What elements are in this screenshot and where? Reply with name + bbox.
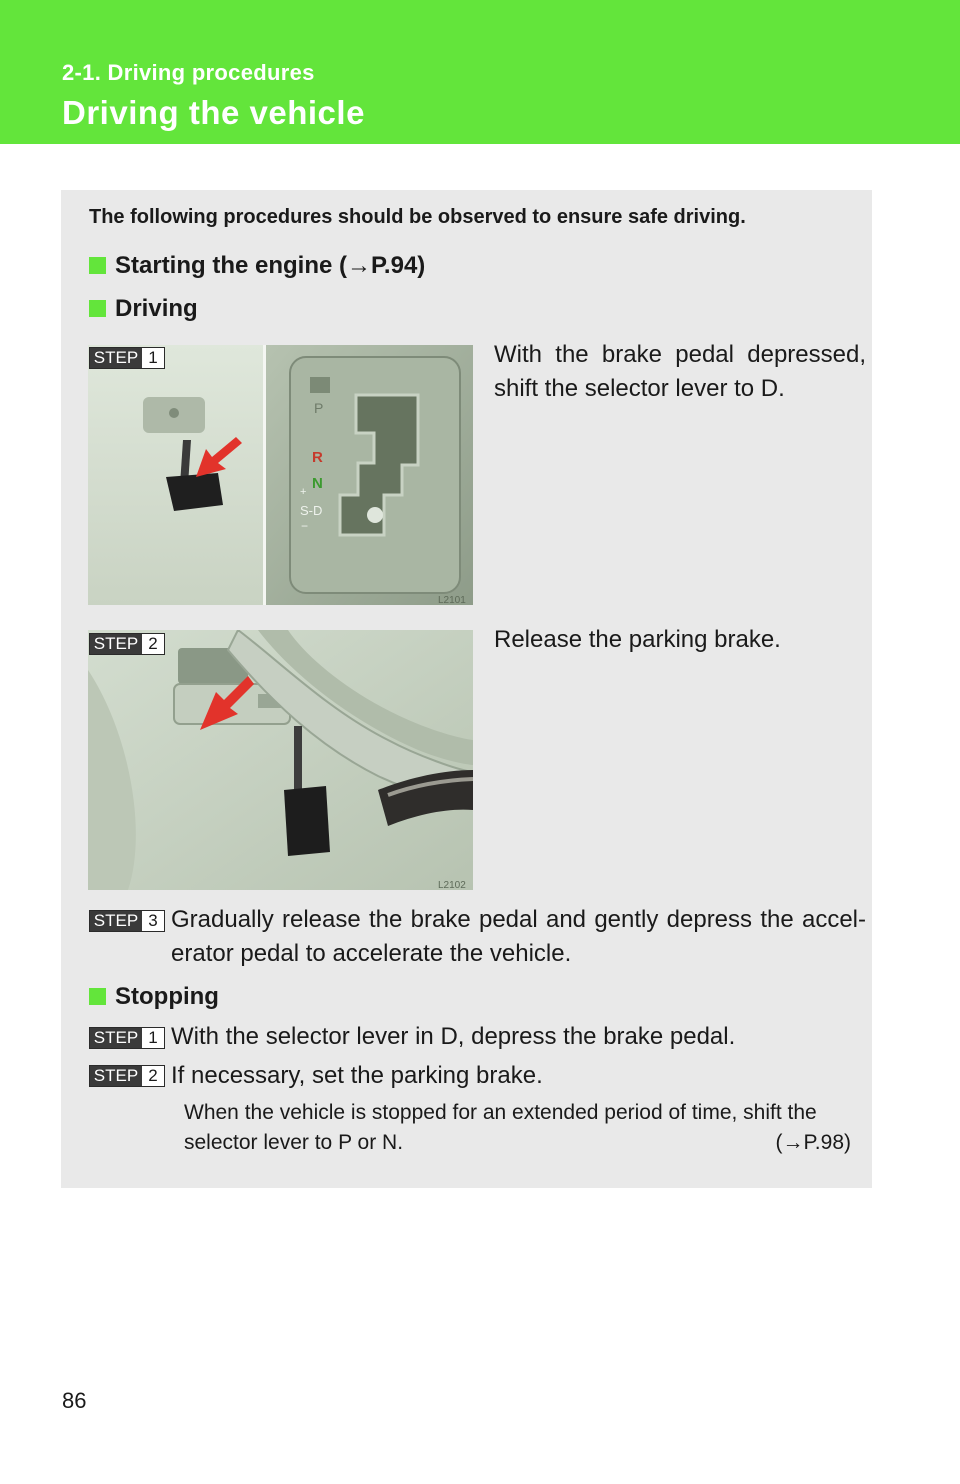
heading-label: Starting the engine (→P.94) xyxy=(115,252,426,279)
parking-brake-pedal-illustration xyxy=(88,630,473,890)
note-text: When the vehicle is stopped for an extended period of time, shift the selector lever to P or N. xyxy=(184,1101,817,1154)
green-square-bullet-icon xyxy=(89,300,106,317)
gate-label-p: P xyxy=(314,400,324,416)
step-badge xyxy=(89,1065,165,1087)
heading-label: Stopping xyxy=(115,983,219,1010)
step-number: 3 xyxy=(148,911,158,930)
image-caption: L2102 xyxy=(438,880,466,890)
step-badge xyxy=(89,347,165,369)
green-square-bullet-icon xyxy=(89,988,106,1005)
step-number: 2 xyxy=(148,1066,158,1085)
page-number: 86 xyxy=(62,1388,87,1413)
step-number: 1 xyxy=(148,1028,158,1047)
heading-driving xyxy=(89,295,198,323)
step-badge xyxy=(89,1027,165,1049)
step-text: With the brake pedal depressed, shift the selector lever to D. xyxy=(494,341,866,402)
green-square-bullet-icon xyxy=(89,257,106,274)
image-caption: L2101 xyxy=(438,595,466,605)
step-badge xyxy=(89,633,165,655)
step-text: Gradually release the brake pedal and gently depress the accel-erator pedal to accelerate the vehicle. xyxy=(171,906,866,967)
step-badge xyxy=(89,910,165,932)
gate-label-n: N xyxy=(312,475,323,492)
step-number: 1 xyxy=(148,348,158,367)
step-text: Release the parking brake. xyxy=(494,626,781,653)
brake-pedal-and-shift-gate-illustration xyxy=(88,345,473,605)
step-word: STEP xyxy=(90,911,142,931)
step-word: STEP xyxy=(90,1066,142,1086)
stopping-note xyxy=(184,1098,866,1158)
heading-starting-engine xyxy=(89,252,425,280)
page-title: Driving the vehicle xyxy=(62,94,365,131)
heading-stopping xyxy=(89,983,219,1011)
gate-label-sd: S-D xyxy=(300,503,323,518)
page-reference: (→P.98) xyxy=(775,1131,851,1154)
gate-label-r: R xyxy=(312,449,323,466)
chapter-header-bar xyxy=(0,0,960,144)
intro-text: The following procedures should be observed to ensure safe driving. xyxy=(89,206,746,228)
step-text: If necessary, set the parking brake. xyxy=(171,1062,543,1089)
step-text: With the selector lever in D, depress the brake pedal. xyxy=(171,1023,736,1050)
section-label: 2-1. Driving procedures xyxy=(62,60,315,85)
gate-label-minus: − xyxy=(301,519,309,533)
step-number: 2 xyxy=(148,634,158,653)
gate-label-plus: + xyxy=(300,486,307,498)
step-word: STEP xyxy=(90,348,142,368)
heading-label: Driving xyxy=(115,295,198,322)
step-word: STEP xyxy=(90,634,142,654)
step-word: STEP xyxy=(90,1028,142,1048)
